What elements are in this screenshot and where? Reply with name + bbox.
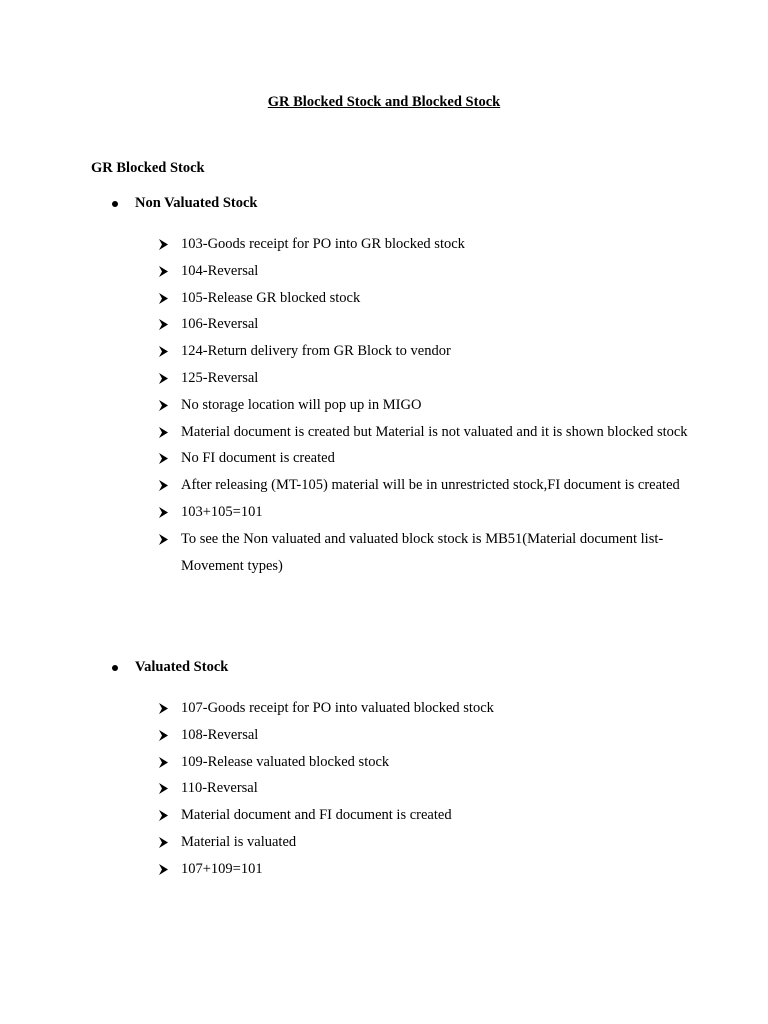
arrowhead-icon <box>158 783 169 794</box>
non-valuated-list <box>158 231 698 579</box>
arrowhead-icon <box>158 266 169 277</box>
arrowhead-icon <box>158 703 169 714</box>
list-item-text: To see the Non valuated and valuated block stock is MB51(Material document list-Movement types) <box>181 530 664 574</box>
list-item-text: 105-Release GR blocked stock <box>181 289 361 306</box>
list-item-text: Material document is created but Material is not valuated and it is shown blocked stock <box>181 423 688 440</box>
arrowhead-icon <box>158 864 169 875</box>
bullet-heading-label: Valuated Stock <box>135 659 229 675</box>
list-item-text: 104-Reversal <box>181 262 259 279</box>
list-item-text: 107-Goods receipt for PO into valuated blocked stock <box>181 700 494 716</box>
list-item-text: No storage location will pop up in MIGO <box>181 396 422 413</box>
list-item <box>158 445 698 472</box>
list-item-text: 125-Reversal <box>181 369 259 386</box>
list-item-text: 124-Return delivery from GR Block to vendor <box>181 343 451 360</box>
bullet-heading-non-valuated <box>112 195 257 212</box>
list-item <box>158 285 698 312</box>
bullet-heading-label: Non Valuated Stock <box>135 195 258 211</box>
list-item <box>158 775 698 802</box>
valuated-list <box>158 695 698 883</box>
list-item <box>158 419 698 446</box>
list-item <box>158 722 698 749</box>
list-item-text: Material document and FI document is created <box>181 807 452 824</box>
list-item-text: 103+105=101 <box>181 503 263 520</box>
list-item <box>158 231 698 258</box>
bullet-heading-valuated <box>112 659 228 676</box>
list-item-text: Material is valuated <box>181 833 297 850</box>
list-item-text: 103-Goods receipt for PO into GR blocked stock <box>181 236 465 252</box>
arrowhead-icon <box>158 400 169 411</box>
list-item <box>158 338 698 365</box>
list-item-text: 106-Reversal <box>181 316 259 333</box>
arrowhead-icon <box>158 810 169 821</box>
arrowhead-icon <box>158 837 169 848</box>
list-item-text: 110-Reversal <box>181 780 258 797</box>
arrowhead-icon <box>158 319 169 330</box>
list-item <box>158 749 698 776</box>
list-item <box>158 311 698 338</box>
arrowhead-icon <box>158 757 169 768</box>
list-item-text: 108-Reversal <box>181 726 259 743</box>
arrowhead-icon <box>158 534 169 545</box>
bullet-dot-icon <box>112 201 118 207</box>
list-item-text: 107+109=101 <box>181 860 263 877</box>
bullet-dot-icon <box>112 665 118 671</box>
list-item-text: 109-Release valuated blocked stock <box>181 753 390 770</box>
list-item <box>158 856 698 883</box>
arrowhead-icon <box>158 293 169 304</box>
list-item <box>158 526 698 580</box>
arrowhead-icon <box>158 480 169 491</box>
list-item <box>158 472 698 499</box>
list-item <box>158 499 698 526</box>
page-title: GR Blocked Stock and Blocked Stock <box>267 94 501 110</box>
arrowhead-icon <box>158 507 169 518</box>
list-item <box>158 365 698 392</box>
list-item <box>158 695 698 722</box>
arrowhead-icon <box>158 453 169 464</box>
arrowhead-icon <box>158 427 169 438</box>
arrowhead-icon <box>158 239 169 250</box>
arrowhead-icon <box>158 730 169 741</box>
arrowhead-icon <box>158 346 169 357</box>
list-item <box>158 829 698 856</box>
list-item-text: After releasing (MT-105) material will be in unrestricted stock,FI document is created <box>181 477 680 494</box>
list-item-text: No FI document is created <box>181 450 335 467</box>
section-heading: GR Blocked Stock <box>91 160 205 176</box>
arrowhead-icon <box>158 373 169 384</box>
list-item <box>158 392 698 419</box>
list-item <box>158 802 698 829</box>
list-item <box>158 258 698 285</box>
